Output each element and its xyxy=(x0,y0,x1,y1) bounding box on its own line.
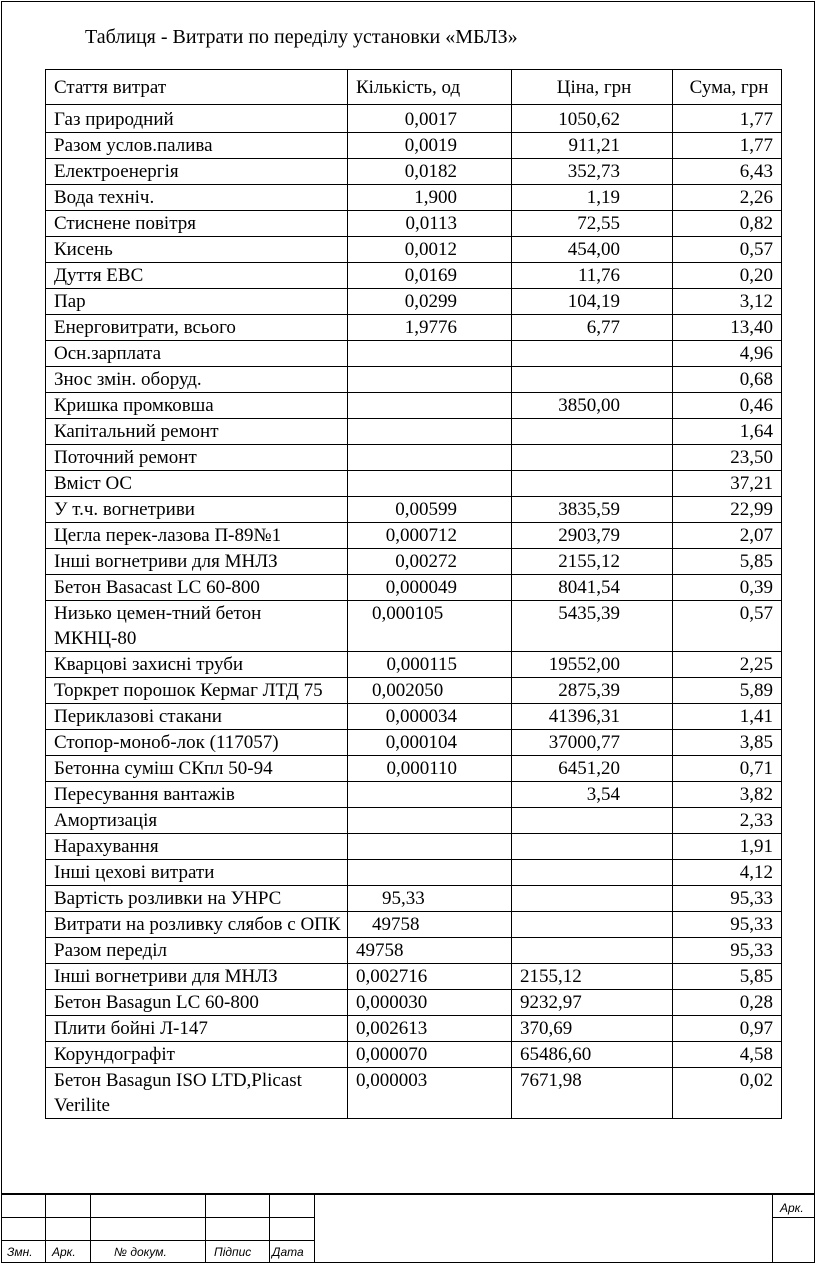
price-cell xyxy=(512,419,673,445)
price-cell xyxy=(512,367,673,393)
cost-item-cell: Витрати на розливку слябов с ОПК xyxy=(46,912,348,938)
table-row xyxy=(46,159,782,185)
sum-cell: 0,28 xyxy=(673,990,782,1016)
quantity-cell xyxy=(348,834,512,860)
table-row xyxy=(46,105,782,133)
price-cell: 11,76 xyxy=(512,263,673,289)
cost-item-cell: Нарахування xyxy=(46,834,348,860)
cost-item-cell: Бетон Basacast LC 60-800 xyxy=(46,575,348,601)
quantity-cell: 0,0012 xyxy=(348,237,512,263)
quantity-cell: 0,000115 xyxy=(348,652,512,678)
table-row xyxy=(46,341,782,367)
sum-cell: 0,97 xyxy=(673,1016,782,1042)
table-row xyxy=(46,523,782,549)
price-cell: 454,00 xyxy=(512,237,673,263)
cost-item-cell: Поточний ремонт xyxy=(46,445,348,471)
table-row xyxy=(46,990,782,1016)
sum-cell: 2,25 xyxy=(673,652,782,678)
quantity-cell: 0,000034 xyxy=(348,704,512,730)
quantity-cell: 0,000105 xyxy=(348,601,512,652)
sum-cell: 3,82 xyxy=(673,782,782,808)
header-price: Ціна, грн xyxy=(512,70,673,105)
table-row xyxy=(46,263,782,289)
cost-item-cell: Капітальний ремонт xyxy=(46,419,348,445)
cost-item-cell: Дуття ЕВС xyxy=(46,263,348,289)
price-cell xyxy=(512,912,673,938)
cost-item-cell: Бетон Basagun LC 60-800 xyxy=(46,990,348,1016)
sum-cell: 22,99 xyxy=(673,497,782,523)
table-row xyxy=(46,1016,782,1042)
cost-item-cell: Корундографіт xyxy=(46,1042,348,1068)
cost-item-cell: Низько цемен-тний бетон МКНЦ-80 xyxy=(46,601,348,652)
price-cell: 7671,98 xyxy=(512,1068,673,1119)
price-cell: 37000,77 xyxy=(512,730,673,756)
sum-cell: 95,33 xyxy=(673,938,782,964)
quantity-cell: 0,000030 xyxy=(348,990,512,1016)
price-cell xyxy=(512,808,673,834)
table-row xyxy=(46,393,782,419)
price-cell xyxy=(512,471,673,497)
table-row xyxy=(46,886,782,912)
sum-cell: 4,12 xyxy=(673,860,782,886)
sum-cell: 4,58 xyxy=(673,1042,782,1068)
quantity-cell xyxy=(348,341,512,367)
header-quantity: Кількість, од xyxy=(348,70,512,105)
quantity-cell: 0,000003 xyxy=(348,1068,512,1119)
quantity-cell: 49758 xyxy=(348,912,512,938)
quantity-cell: 49758 xyxy=(348,938,512,964)
table-row xyxy=(46,834,782,860)
table-row xyxy=(46,289,782,315)
price-cell: 3,54 xyxy=(512,782,673,808)
price-cell: 370,69 xyxy=(512,1016,673,1042)
table-row xyxy=(46,497,782,523)
table-row xyxy=(46,938,782,964)
price-cell: 352,73 xyxy=(512,159,673,185)
cost-item-cell: Енерговитрати, всього xyxy=(46,315,348,341)
table-row xyxy=(46,549,782,575)
cost-item-cell: Бетон Basagun ISO LTD,Plicast Verilite xyxy=(46,1068,348,1119)
stamp-cell xyxy=(314,1195,773,1263)
table-row xyxy=(46,575,782,601)
quantity-cell: 0,002716 xyxy=(348,964,512,990)
quantity-cell xyxy=(348,808,512,834)
sum-cell: 0,02 xyxy=(673,1068,782,1119)
stamp-label-date: Дата xyxy=(272,1245,304,1259)
table-row xyxy=(46,756,782,782)
table-row xyxy=(46,1042,782,1068)
table-row xyxy=(46,367,782,393)
cost-item-cell: Знос змін. оборуд. xyxy=(46,367,348,393)
cost-table xyxy=(45,69,782,1119)
sum-cell: 0,57 xyxy=(673,601,782,652)
cost-item-cell: Плити бойні Л-147 xyxy=(46,1016,348,1042)
sum-cell: 2,26 xyxy=(673,185,782,211)
quantity-cell: 0,0169 xyxy=(348,263,512,289)
price-cell xyxy=(512,938,673,964)
cost-item-cell: Осн.зарплата xyxy=(46,341,348,367)
quantity-cell: 0,000070 xyxy=(348,1042,512,1068)
cost-item-cell: Цегла перек-лазова П-89№1 xyxy=(46,523,348,549)
table-row xyxy=(46,782,782,808)
stamp-label-change: Змн. xyxy=(7,1245,33,1259)
table-row xyxy=(46,678,782,704)
sum-cell: 0,39 xyxy=(673,575,782,601)
cost-item-cell: Разом переділ xyxy=(46,938,348,964)
cost-item-cell: Торкрет порошок Кермаг ЛТД 75 xyxy=(46,678,348,704)
table-row xyxy=(46,912,782,938)
price-cell: 5435,39 xyxy=(512,601,673,652)
table-row xyxy=(46,185,782,211)
quantity-cell xyxy=(348,419,512,445)
sum-cell: 3,85 xyxy=(673,730,782,756)
quantity-cell: 95,33 xyxy=(348,886,512,912)
quantity-cell xyxy=(348,367,512,393)
cost-item-cell: Кришка промковша xyxy=(46,393,348,419)
table-row xyxy=(46,445,782,471)
price-cell: 2903,79 xyxy=(512,523,673,549)
sum-cell: 0,82 xyxy=(673,211,782,237)
quantity-cell: 0,0019 xyxy=(348,133,512,159)
table-row xyxy=(46,601,782,652)
sum-cell: 13,40 xyxy=(673,315,782,341)
cost-item-cell: Пересування вантажів xyxy=(46,782,348,808)
price-cell xyxy=(512,341,673,367)
cost-item-cell: Стопор-моноб-лок (117057) xyxy=(46,730,348,756)
header-cost-item: Стаття витрат xyxy=(46,70,348,105)
price-cell: 1,19 xyxy=(512,185,673,211)
quantity-cell: 0,0182 xyxy=(348,159,512,185)
price-cell: 2875,39 xyxy=(512,678,673,704)
price-cell: 8041,54 xyxy=(512,575,673,601)
cost-item-cell: Вартість розливки на УНРС xyxy=(46,886,348,912)
quantity-cell: 1,900 xyxy=(348,185,512,211)
table-row xyxy=(46,211,782,237)
quantity-cell xyxy=(348,860,512,886)
price-cell: 6,77 xyxy=(512,315,673,341)
sum-cell: 5,89 xyxy=(673,678,782,704)
quantity-cell: 0,0113 xyxy=(348,211,512,237)
table-row xyxy=(46,704,782,730)
cost-item-cell: У т.ч. вогнетриви xyxy=(46,497,348,523)
sum-cell: 0,57 xyxy=(673,237,782,263)
cost-item-cell: Газ природний xyxy=(46,105,348,133)
table-body xyxy=(46,105,782,1119)
quantity-cell: 0,000110 xyxy=(348,756,512,782)
cost-item-cell: Вміст ОС xyxy=(46,471,348,497)
cost-item-cell: Стиснене повітря xyxy=(46,211,348,237)
price-cell: 72,55 xyxy=(512,211,673,237)
price-cell xyxy=(512,445,673,471)
table-caption: Таблиця - Витрати по переділу установки «МБЛЗ» xyxy=(85,26,518,48)
sum-cell: 4,96 xyxy=(673,341,782,367)
table-row xyxy=(46,315,782,341)
sum-cell: 0,68 xyxy=(673,367,782,393)
cost-item-cell: Інші цехові витрати xyxy=(46,860,348,886)
quantity-cell: 0,002613 xyxy=(348,1016,512,1042)
cost-item-cell: Вода техніч. xyxy=(46,185,348,211)
quantity-cell: 0,00272 xyxy=(348,549,512,575)
table-row xyxy=(46,808,782,834)
table-row xyxy=(46,964,782,990)
sum-cell: 2,33 xyxy=(673,808,782,834)
quantity-cell: 0,0299 xyxy=(348,289,512,315)
price-cell xyxy=(512,886,673,912)
cost-item-cell: Електроенергія xyxy=(46,159,348,185)
sum-cell: 1,77 xyxy=(673,133,782,159)
sum-cell: 1,91 xyxy=(673,834,782,860)
cost-item-cell: Бетонна суміш СКпл 50-94 xyxy=(46,756,348,782)
table-row xyxy=(46,730,782,756)
sum-cell: 1,64 xyxy=(673,419,782,445)
price-cell: 2155,12 xyxy=(512,549,673,575)
price-cell: 3835,59 xyxy=(512,497,673,523)
quantity-cell: 1,9776 xyxy=(348,315,512,341)
sum-cell: 1,41 xyxy=(673,704,782,730)
price-cell: 9232,97 xyxy=(512,990,673,1016)
sum-cell: 23,50 xyxy=(673,445,782,471)
table-row xyxy=(46,237,782,263)
quantity-cell: 0,00599 xyxy=(348,497,512,523)
price-cell: 6451,20 xyxy=(512,756,673,782)
table-row xyxy=(46,652,782,678)
sum-cell: 2,07 xyxy=(673,523,782,549)
stamp-label-signature: Підпис xyxy=(214,1245,252,1259)
cost-item-cell: Разом услов.палива xyxy=(46,133,348,159)
price-cell xyxy=(512,860,673,886)
sum-cell: 0,71 xyxy=(673,756,782,782)
sum-cell: 1,77 xyxy=(673,105,782,133)
table-row xyxy=(46,1068,782,1119)
price-cell: 104,19 xyxy=(512,289,673,315)
sum-cell: 95,33 xyxy=(673,912,782,938)
table-row xyxy=(46,419,782,445)
stamp-label-doc-number: № докум. xyxy=(114,1245,167,1259)
stamp-line xyxy=(772,1217,814,1218)
quantity-cell xyxy=(348,471,512,497)
quantity-cell: 0,000104 xyxy=(348,730,512,756)
sum-cell: 3,12 xyxy=(673,289,782,315)
price-cell: 19552,00 xyxy=(512,652,673,678)
cost-item-cell: Пар xyxy=(46,289,348,315)
price-cell: 1050,62 xyxy=(512,105,673,133)
sum-cell: 95,33 xyxy=(673,886,782,912)
table-row xyxy=(46,860,782,886)
quantity-cell: 0,000049 xyxy=(348,575,512,601)
price-cell: 41396,31 xyxy=(512,704,673,730)
price-cell: 65486,60 xyxy=(512,1042,673,1068)
sum-cell: 37,21 xyxy=(673,471,782,497)
header-sum: Сума, грн xyxy=(673,70,782,105)
quantity-cell xyxy=(348,393,512,419)
sum-cell: 6,43 xyxy=(673,159,782,185)
quantity-cell xyxy=(348,445,512,471)
quantity-cell xyxy=(348,782,512,808)
table-header-row xyxy=(46,70,782,105)
stamp-label-sheet: Арк. xyxy=(52,1245,76,1259)
price-cell: 911,21 xyxy=(512,133,673,159)
quantity-cell: 0,0017 xyxy=(348,105,512,133)
price-cell xyxy=(512,834,673,860)
title-block xyxy=(2,1193,814,1263)
stamp-sheet-label: Арк. xyxy=(780,1201,804,1215)
cost-item-cell: Інші вогнетриви для МНЛЗ xyxy=(46,964,348,990)
table-row xyxy=(46,133,782,159)
price-cell: 2155,12 xyxy=(512,964,673,990)
sum-cell: 0,20 xyxy=(673,263,782,289)
sum-cell: 0,46 xyxy=(673,393,782,419)
quantity-cell: 0,000712 xyxy=(348,523,512,549)
table-row xyxy=(46,471,782,497)
cost-item-cell: Амортизація xyxy=(46,808,348,834)
cost-item-cell: Кисень xyxy=(46,237,348,263)
cost-item-cell: Кварцові захисні труби xyxy=(46,652,348,678)
quantity-cell: 0,002050 xyxy=(348,678,512,704)
cost-item-cell: Інші вогнетриви для МНЛЗ xyxy=(46,549,348,575)
sum-cell: 5,85 xyxy=(673,549,782,575)
sum-cell: 5,85 xyxy=(673,964,782,990)
cost-item-cell: Периклазові стакани xyxy=(46,704,348,730)
price-cell: 3850,00 xyxy=(512,393,673,419)
